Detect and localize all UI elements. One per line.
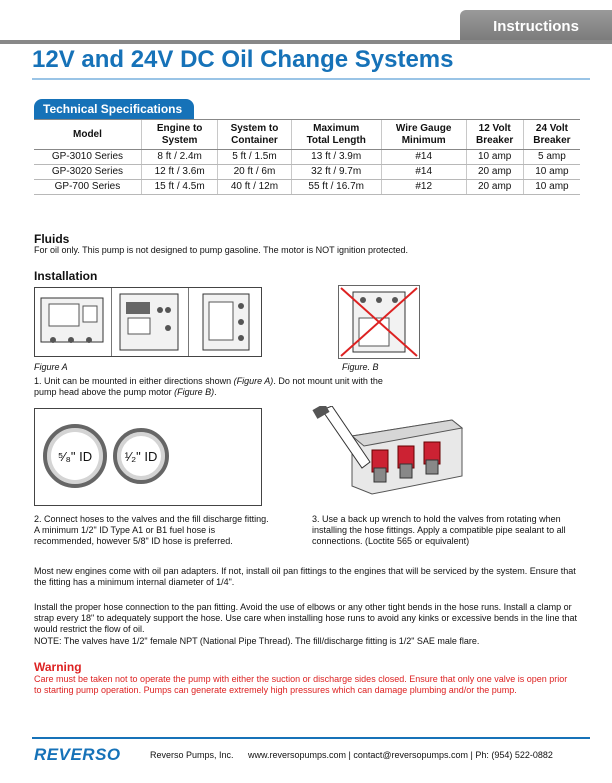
top-rule <box>0 40 612 44</box>
specs-column-header: Engine to System <box>141 120 217 150</box>
specs-value-cell: 40 ft / 12m <box>218 180 291 195</box>
footer-contact: www.reversopumps.com | contact@reversopumps.com | Ph: (954) 522-0882 <box>248 750 553 760</box>
note-paragraph: NOTE: The valves have 1/2" female NPT (National Pipe Thread). The fill/discharge fitting is 1/2" SAE male flare. <box>34 636 480 646</box>
fluids-text: For oil only. This pump is not designed to pump gasoline. The motor is NOT ignition protected. <box>34 245 409 255</box>
specs-value-cell: 5 amp <box>523 150 580 165</box>
specs-value-cell: 13 ft / 3.9m <box>291 150 381 165</box>
specs-value-cell: 8 ft / 2.4m <box>141 150 217 165</box>
specs-value-cell: 5 ft / 1.5m <box>218 150 291 165</box>
specs-value-cell: #14 <box>381 150 466 165</box>
specs-value-cell: #12 <box>381 180 466 195</box>
specs-value-cell: 15 ft / 4.5m <box>141 180 217 195</box>
instructions-tab <box>460 0 612 44</box>
specs-column-header: 12 Volt Breaker <box>466 120 523 150</box>
specs-value-cell: 20 amp <box>466 165 523 180</box>
specs-model-cell: GP-700 Series <box>34 180 141 195</box>
specs-value-cell: 10 amp <box>466 150 523 165</box>
figure-a-image <box>34 287 262 357</box>
specs-value-cell: #14 <box>381 165 466 180</box>
specs-row <box>34 180 580 195</box>
page-title: 12V and 24V DC Oil Change Systems <box>32 46 454 73</box>
specs-value-cell: 32 ft / 9.7m <box>291 165 381 180</box>
mount-horizontal-diagram <box>35 288 112 356</box>
reverso-logo: REVERSO <box>34 745 121 764</box>
figure-a-caption: Figure A <box>34 362 68 372</box>
specs-column-header: Model <box>34 120 141 150</box>
specs-column-header: System to Container <box>218 120 291 150</box>
specs-table <box>34 119 580 195</box>
specs-column-header: Wire Gauge Minimum <box>381 120 466 150</box>
installation-heading: Installation <box>34 269 98 283</box>
step-1-text: 1. Unit can be mounted in either directions shown (Figure A). Do not mount unit with the pump head above the pump motor (Figure B). <box>34 376 383 397</box>
hose-size-image <box>34 408 262 506</box>
valve-wrench-image <box>312 406 468 506</box>
specs-heading: Technical Specifications <box>34 99 194 119</box>
figure-b-image <box>338 285 420 359</box>
specs-value-cell: 12 ft / 3.6m <box>141 165 217 180</box>
instructions-tab-label: Instructions <box>460 10 612 42</box>
specs-row <box>34 150 580 165</box>
specs-value-cell: 20 amp <box>466 180 523 195</box>
mount-angled-diagram <box>112 288 189 356</box>
specs-model-cell: GP-3020 Series <box>34 165 141 180</box>
hose-ring-large: ⁵⁄₈" ID <box>43 424 107 488</box>
specs-value-cell: 20 ft / 6m <box>218 165 291 180</box>
hose-ring-small: ¹⁄₂" ID <box>113 428 169 484</box>
figure-b-caption: Figure. B <box>342 362 379 372</box>
fluids-heading: Fluids <box>34 232 70 246</box>
specs-model-cell: GP-3010 Series <box>34 150 141 165</box>
specs-column-header: 24 Volt Breaker <box>523 120 580 150</box>
warning-heading: Warning <box>34 660 82 674</box>
specs-row <box>34 165 580 180</box>
footer-rule <box>32 737 590 739</box>
hose-connection-paragraph: Install the proper hose connection to the pan fitting. Avoid the use of elbows or any other tight bends in the hose runs. Install a clamp or strap every 18" to adequately support the hose. Use care when installing hose runs to avoid any kinks or excessive bends in the line that would restrict the flow of oil. <box>34 602 578 634</box>
specs-value-cell: 55 ft / 16.7m <box>291 180 381 195</box>
step-2-text: 2. Connect hoses to the valves and the fill discharge fitting. A minimum 1/2" ID Type A1 or B1 fuel hose is recommended, however 5/8" ID hose is preferred. <box>34 514 269 546</box>
title-rule <box>32 78 590 80</box>
specs-value-cell: 10 amp <box>523 180 580 195</box>
specs-value-cell: 10 amp <box>523 165 580 180</box>
specs-column-header: Maximum Total Length <box>291 120 381 150</box>
footer-company: Reverso Pumps, Inc. <box>150 750 234 760</box>
mount-vertical-diagram <box>189 288 265 356</box>
step-3-text: 3. Use a back up wrench to hold the valves from rotating when installing the hose fittings. Apply a compatible pipe sealant to all connections. (Loctite 565 or equivalent) <box>312 514 566 546</box>
warning-text: Care must be taken not to operate the pump with either the suction or discharge sides closed. Ensure that only one valve is open prior to starting pump operation. Pumps can generate extremely high pressures which can damage plumbing and/or the pump. <box>34 674 568 695</box>
oil-pan-paragraph: Most new engines come with oil pan adapters. If not, install oil pan fittings to the engines that will be serviced by the system. Ensure that the fitting has a minimum internal diameter of 1/4". <box>34 566 576 587</box>
